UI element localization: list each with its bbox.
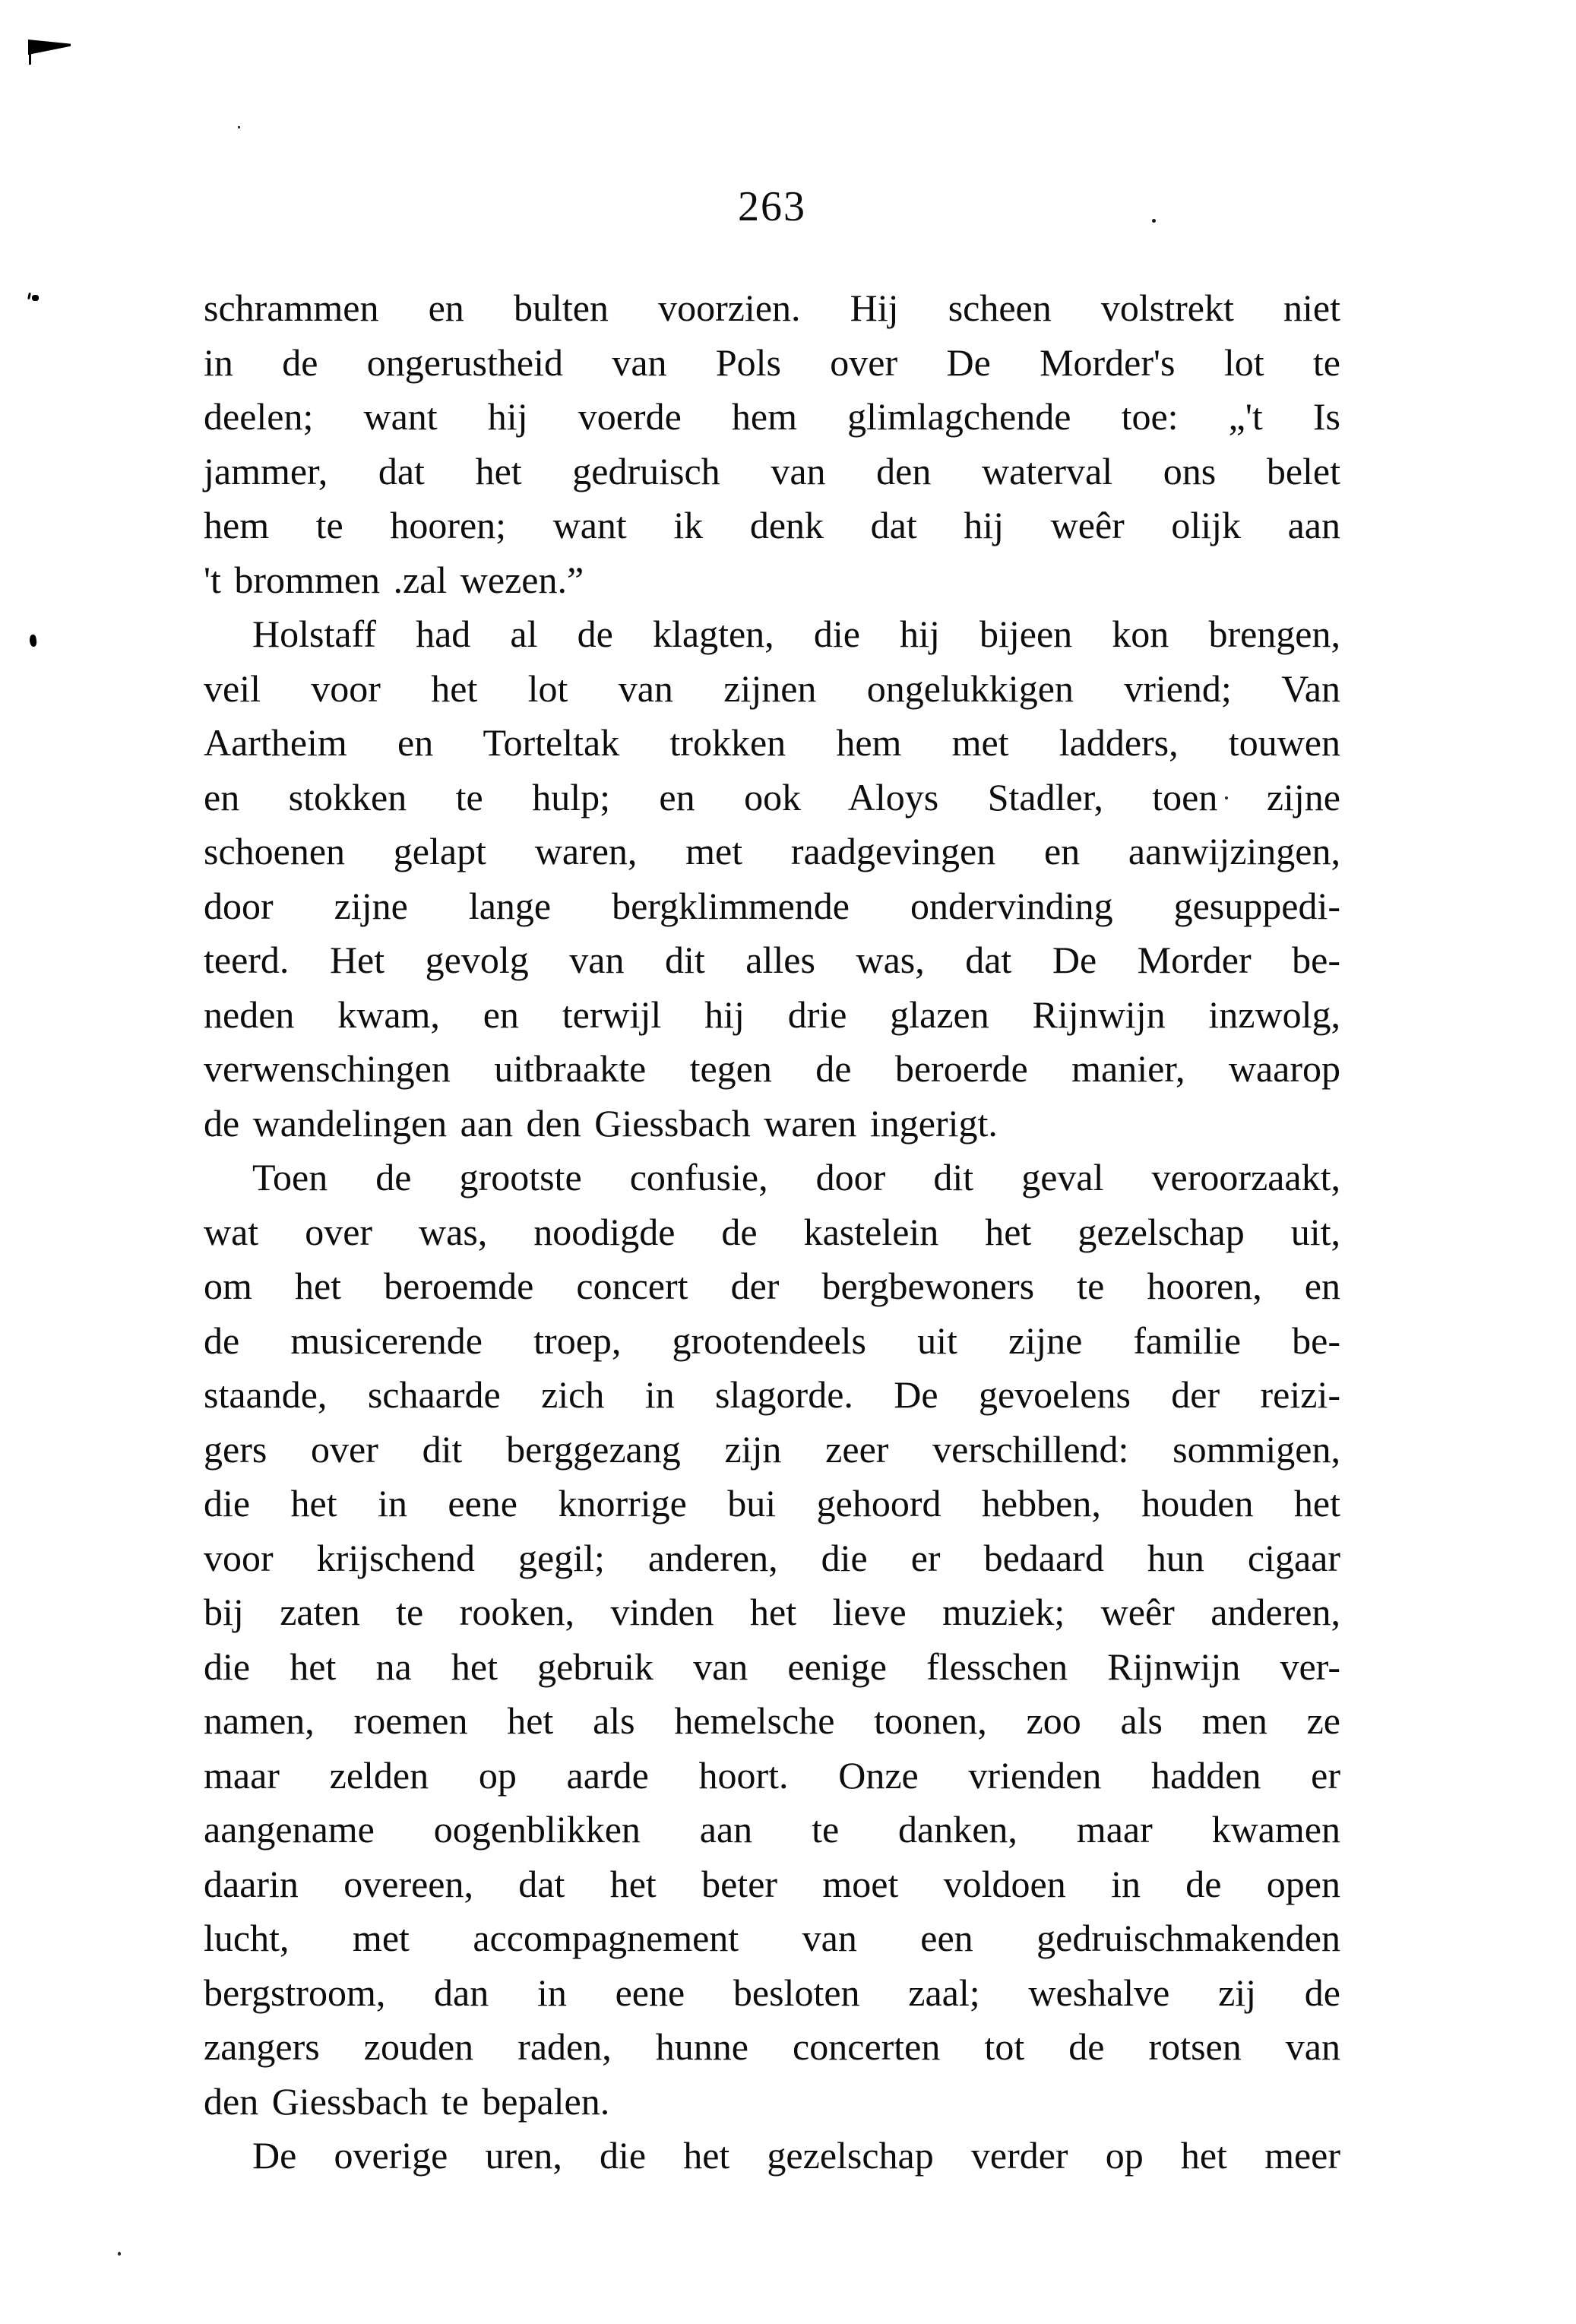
- text-line: voor krijschend gegil; anderen, die er bedaard hun cigaar: [204, 1536, 1340, 1579]
- paragraph: [204, 1151, 1340, 2129]
- text-line: schoenen gelapt waren, met raadgevingen en aanwijzingen,: [204, 830, 1340, 872]
- scan-artifact-margin-mark: [29, 634, 37, 647]
- paragraph: [204, 607, 1340, 1151]
- text-line: neden kwam, en terwijl hij drie glazen Rijnwijn inzwolg,: [204, 993, 1340, 1036]
- text-line: om het beroemde concert der bergbewoners te hooren, en: [204, 1265, 1340, 1307]
- text-line: en stokken te hulp; en ook Aloys Stadler, toen zijne: [204, 775, 1340, 818]
- text-line: aangename oogenblikken aan te danken, maar kwamen: [204, 1808, 1340, 1851]
- scan-artifact-speck: [27, 293, 31, 299]
- text-line: hem te hooren; want ik denk dat hij weêr olijk aan: [204, 504, 1340, 546]
- text-line: De overige uren, die het gezelschap verder op het meer: [252, 2134, 1340, 2177]
- text-line: lucht, met accompagnement van een gedruischmakenden: [204, 1917, 1340, 1959]
- text-line: 't brommen .zal wezen.”: [204, 558, 584, 601]
- text-line: jammer, dat het gedruisch van den waterval ons belet: [204, 449, 1340, 492]
- text-line: veil voor het lot van zijnen ongelukkigen vriend; Van: [204, 666, 1340, 710]
- scan-artifact-speck: [118, 2252, 121, 2256]
- text-line: namen, roemen het als hemelsche toonen, zoo als men ze: [204, 1699, 1340, 1742]
- text-line: die het in eene knorrige bui gehoord hebben, houden het: [204, 1482, 1340, 1525]
- text-line: de wandelingen aan den Giessbach waren ingerigt.: [204, 1101, 998, 1145]
- scan-artifact-wedge: [28, 40, 71, 55]
- text-line: deelen; want hij voerde hem glimlagchende toe: „'t Is: [204, 395, 1340, 438]
- text-line: in de ongerustheid van Pols over De Morder's lot te: [204, 340, 1340, 384]
- text-line: teerd. Het gevolg van dit alles was, dat De Morder be-: [204, 939, 1340, 981]
- scan-artifact-wedge-tail: [29, 53, 31, 65]
- text-line: Toen de grootste confusie, door dit geval veroorzaakt,: [252, 1156, 1340, 1198]
- page-number: 263: [738, 183, 806, 230]
- text-block: [204, 281, 1340, 2183]
- text-line: bergstroom, dan in eene besloten zaal; weshalve zij de: [204, 1971, 1340, 2014]
- text-line: bij zaten te rooken, vinden het lieve muziek; weêr anderen,: [204, 1591, 1340, 1633]
- text-line: verwenschingen uitbraakte tegen de beroerde manier, waarop: [204, 1047, 1340, 1090]
- scan-artifact-speck: [238, 126, 240, 128]
- scan-artifact-speck: [32, 295, 39, 301]
- text-line: Holstaff had al de klagten, die hij bijeen kon brengen,: [252, 613, 1340, 655]
- text-line: den Giessbach te bepalen.: [204, 2079, 610, 2123]
- paragraph: [204, 281, 1340, 607]
- text-line: staande, schaarde zich in slagorde. De gevoelens der reizi-: [204, 1373, 1340, 1416]
- text-line: schrammen en bulten voorzien. Hij scheen volstrekt niet: [204, 287, 1340, 329]
- text-line: de musicerende troep, grootendeels uit zijne familie be-: [204, 1319, 1340, 1362]
- text-line: Aartheim en Torteltak trokken hem met ladders, touwen: [204, 721, 1340, 764]
- text-line: die het na het gebruik van eenige flesschen Rijnwijn ver-: [204, 1645, 1340, 1688]
- text-line: gers over dit berggezang zijn zeer verschillend: sommigen,: [204, 1427, 1340, 1471]
- text-line: daarin overeen, dat het beter moet voldoen in de open: [204, 1862, 1340, 1905]
- text-line: wat over was, noodigde de kastelein het gezelschap uit,: [204, 1210, 1340, 1253]
- text-line: zangers zouden raden, hunne concerten tot de rotsen van: [204, 2025, 1340, 2068]
- text-line: maar zelden op aarde hoort. Onze vrienden hadden er: [204, 1753, 1340, 1797]
- text-line: door zijne lange bergklimmende ondervinding gesuppedi-: [204, 884, 1340, 927]
- paragraph: [204, 2129, 1340, 2183]
